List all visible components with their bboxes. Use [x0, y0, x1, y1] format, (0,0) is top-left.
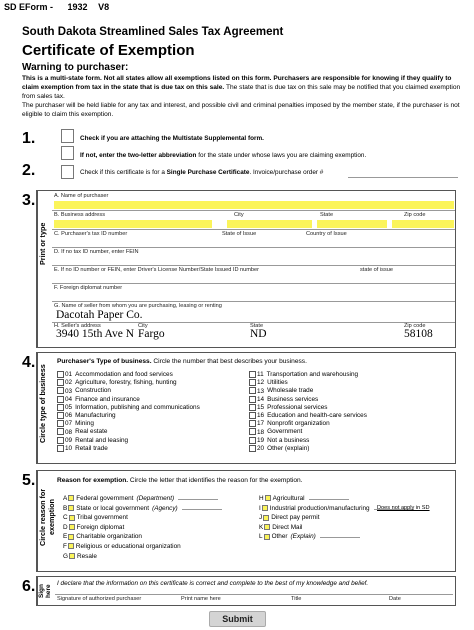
business-type-checkbox[interactable] — [57, 428, 64, 435]
business-type-checkbox[interactable] — [57, 445, 64, 452]
state-abbreviation-bold: If not, enter the two-letter abbreviation — [80, 152, 197, 159]
item-label: Manufacturing — [75, 412, 116, 420]
exemption-reason-list-left — [63, 494, 222, 561]
item-label: Wholesale trade — [267, 387, 314, 395]
exemption-reason-checkbox[interactable] — [68, 543, 74, 549]
license-state-label: state of issue — [360, 267, 393, 273]
item-label: Other (explain) — [267, 444, 310, 452]
print-or-type-label: Print or type — [37, 191, 51, 347]
business-type-item[interactable] — [249, 379, 367, 387]
business-type-heading — [57, 358, 307, 365]
exemption-reason-checkbox[interactable] — [263, 515, 269, 521]
item-fill-line[interactable] — [182, 509, 222, 510]
item-label: Finance and insurance — [75, 395, 140, 403]
item-label: Resale — [76, 552, 97, 560]
business-type-item[interactable] — [249, 404, 367, 412]
exemption-reason-checkbox[interactable] — [69, 524, 75, 530]
zip-input[interactable] — [392, 220, 454, 228]
drivers-license-label: E. If no ID number or FEIN, enter Driver's License Number/State Issued ID number — [54, 267, 260, 273]
item-note: (Agency) — [152, 504, 178, 512]
state-abbreviation-input[interactable] — [61, 146, 74, 160]
exemption-reason-item[interactable] — [259, 494, 414, 504]
business-type-checkbox[interactable] — [249, 387, 256, 394]
single-purchase-text-bold: Single Purchase Certificate — [166, 169, 250, 176]
single-purchase-text-post: . Invoice/purchase order # — [249, 169, 324, 176]
business-type-list-right — [249, 371, 367, 453]
seller-state-value[interactable]: ND — [250, 328, 267, 340]
field-divider — [52, 301, 455, 302]
business-type-item[interactable] — [57, 396, 200, 404]
business-type-item[interactable] — [249, 420, 367, 428]
business-type-checkbox[interactable] — [57, 437, 64, 444]
form-number: 1932 — [67, 2, 88, 12]
item-code: K — [259, 523, 264, 531]
tax-id-label: C. Purchaser's tax ID number — [54, 231, 128, 237]
business-type-checkbox[interactable] — [249, 379, 256, 386]
section-1-number: 1. — [22, 130, 36, 147]
item-label: Construction — [75, 387, 111, 395]
business-type-item[interactable] — [57, 379, 200, 387]
item-label: Retail trade — [75, 444, 108, 452]
item-code: 16 — [257, 412, 265, 420]
item-fill-line[interactable] — [320, 537, 360, 538]
item-note: (Explain) — [290, 533, 316, 541]
item-label: Professional services — [267, 403, 328, 411]
not-apply-sd-note: Does not apply in SD — [377, 505, 430, 511]
exemption-reason-item[interactable] — [63, 552, 222, 562]
business-type-item[interactable] — [57, 387, 200, 395]
business-type-checkbox[interactable] — [249, 437, 256, 444]
item-label: Direct Mail — [272, 523, 303, 531]
submit-button[interactable]: Submit — [209, 611, 266, 627]
item-code: C — [63, 514, 68, 522]
item-code: D — [63, 523, 68, 531]
business-type-checkbox[interactable] — [57, 387, 64, 394]
exemption-reason-checkbox[interactable] — [264, 534, 270, 540]
date-label: Date — [389, 596, 401, 602]
item-code: F — [63, 542, 67, 550]
business-type-item[interactable] — [249, 396, 367, 404]
signature-input[interactable] — [55, 589, 453, 595]
exemption-reason-checkbox[interactable] — [264, 524, 270, 530]
exemption-reason-item[interactable] — [63, 523, 222, 533]
multistate-supplemental-label: Check if you are attaching the Multistate Supplemental form. — [80, 135, 264, 142]
business-type-heading-bold: Purchaser's Type of business. — [57, 358, 152, 365]
form-header — [4, 2, 109, 12]
exemption-reason-checkbox[interactable] — [68, 534, 74, 540]
business-type-item[interactable] — [249, 437, 367, 445]
section-2-number: 2. — [22, 162, 36, 179]
seller-address-value[interactable]: 3940 15th Ave N — [56, 328, 135, 340]
exemption-reason-item[interactable] — [63, 532, 222, 542]
country-of-issue-label: Country of Issue — [306, 231, 347, 237]
circle-reason-label: Circle reason for exemption — [37, 471, 51, 571]
state-of-issue-label: State of Issue — [222, 231, 257, 237]
item-fill-line[interactable] — [178, 499, 218, 500]
item-code: A — [63, 495, 68, 502]
exemption-reason-checkbox[interactable] — [262, 505, 268, 511]
item-code: 03 — [65, 387, 73, 395]
item-label: Information, publishing and communications — [75, 403, 200, 411]
business-type-checkbox[interactable] — [57, 404, 64, 411]
warning-bold-text: This is a multi-state form. Not all states allow all exemptions listed on this form. Purchasers are responsible for knowing if they qualify to claim exemption from tax in the state that is due tax on this sale. — [22, 75, 452, 91]
exemption-reason-list-right — [259, 494, 414, 542]
exemption-reason-item[interactable] — [259, 532, 414, 542]
field-divider — [52, 283, 455, 284]
business-type-checkbox[interactable] — [57, 412, 64, 419]
warning-normal-text: The state that is due tax on this sale may be notified that you claimed exemption from sales tax. — [22, 84, 461, 100]
business-type-item[interactable] — [57, 404, 200, 412]
section-5-number: 5. — [22, 472, 36, 489]
item-code: 13 — [257, 387, 265, 395]
exemption-reason-heading — [57, 477, 303, 484]
seller-city-label: City — [138, 323, 148, 329]
business-type-item[interactable] — [57, 428, 200, 436]
warning-text — [22, 74, 462, 101]
business-type-item[interactable] — [57, 420, 200, 428]
item-code: 01 — [65, 371, 73, 379]
item-label: Utilities — [267, 379, 288, 387]
exemption-reason-item[interactable] — [63, 494, 222, 504]
business-type-checkbox[interactable] — [249, 412, 256, 419]
item-label: Nonprofit organization — [267, 420, 330, 428]
item-label: Charitable organization — [76, 533, 142, 541]
item-code: 11 — [257, 371, 264, 379]
state-abbreviation-rest: for the state under whose laws you are claiming exemption. — [196, 152, 367, 159]
circle-type-of-business-label: Circle type of business — [37, 353, 51, 463]
business-type-checkbox[interactable] — [249, 420, 256, 427]
section-3-number: 3. — [22, 192, 36, 209]
item-code: 10 — [65, 444, 73, 452]
exemption-reason-item[interactable] — [63, 504, 222, 514]
item-code: L — [259, 533, 263, 541]
state-input[interactable] — [317, 220, 387, 228]
item-note: (Department) — [136, 495, 175, 502]
form-version: V8 — [98, 2, 110, 12]
item-code: J — [259, 514, 263, 522]
business-type-item[interactable] — [249, 371, 367, 379]
section-6-number: 6. — [22, 578, 36, 595]
item-code: 09 — [65, 436, 73, 444]
business-type-item[interactable] — [57, 437, 200, 445]
invoice-number-input[interactable] — [348, 177, 458, 178]
exemption-reason-checkbox[interactable] — [265, 495, 271, 501]
seller-city-value[interactable]: Fargo — [138, 328, 165, 340]
item-fill-line[interactable] — [309, 499, 349, 500]
print-name-label: Print name here — [181, 596, 221, 602]
item-label: Tribal government — [76, 514, 128, 522]
item-code: 06 — [65, 412, 73, 420]
title-label: Title — [291, 596, 302, 602]
exemption-reason-item[interactable] — [63, 542, 222, 552]
business-type-checkbox[interactable] — [57, 371, 64, 378]
business-type-heading-rest: Circle the number that best describes your business. — [151, 358, 307, 365]
item-label: Business services — [267, 395, 319, 403]
item-code: G — [63, 552, 68, 560]
item-code: 05 — [65, 403, 73, 411]
exemption-reason-checkbox[interactable] — [68, 495, 74, 501]
business-type-checkbox[interactable] — [249, 445, 256, 452]
field-divider — [52, 229, 455, 230]
item-code: 04 — [65, 395, 73, 403]
item-code: B — [63, 504, 68, 512]
item-code: I — [259, 504, 261, 512]
exemption-reason-item[interactable] — [259, 523, 414, 533]
purchaser-name-input[interactable] — [54, 201, 454, 209]
item-label: Religious or educational organization — [75, 542, 181, 550]
zip-label: Zip code — [404, 212, 426, 218]
item-label: State or local government — [76, 504, 150, 512]
multistate-supplemental-checkbox[interactable] — [61, 129, 74, 143]
business-type-checkbox[interactable] — [57, 379, 64, 386]
item-code: 15 — [257, 403, 265, 411]
business-type-item[interactable] — [57, 445, 200, 453]
exemption-reason-checkbox[interactable] — [69, 553, 75, 559]
item-label: Real estate — [75, 428, 108, 436]
form-id: SD EForm - — [4, 2, 54, 12]
business-type-item[interactable] — [249, 428, 367, 436]
item-code: 12 — [257, 379, 265, 387]
business-type-checkbox[interactable] — [249, 428, 256, 435]
business-type-item[interactable] — [57, 371, 200, 379]
item-label: Agriculture, forestry, fishing, hunting — [75, 379, 177, 387]
fein-label: D. If no tax ID number, enter FEIN — [54, 249, 139, 255]
city-input[interactable] — [227, 220, 312, 228]
city-label: City — [234, 212, 244, 218]
sign-here-label: Sign here — [37, 577, 51, 605]
foreign-diplomat-label: F. Foreign diplomat number — [54, 285, 123, 291]
field-divider — [52, 210, 455, 211]
item-code: 14 — [257, 395, 265, 403]
exemption-reason-item[interactable] — [259, 513, 414, 523]
exemption-reason-checkbox[interactable] — [68, 505, 74, 511]
field-divider — [52, 247, 455, 248]
item-label: Agricultural — [272, 495, 305, 502]
exemption-reason-checkbox[interactable] — [69, 515, 75, 521]
item-code: 02 — [65, 379, 73, 387]
item-code: 18 — [257, 428, 265, 436]
liability-text: The purchaser will be held liable for any tax and interest, and possible civil and criminal penalties imposed by the member state, if the purchaser is not eligible to claim this exemption. — [22, 102, 460, 118]
seller-address-label: H. Seller's address — [54, 323, 101, 329]
purchaser-info-box — [36, 190, 456, 348]
warning-heading: Warning to purchaser: — [22, 62, 129, 73]
item-label: Government — [267, 428, 303, 436]
item-label: Education and health-care services — [267, 412, 367, 420]
item-label: Mining — [75, 420, 94, 428]
seller-name-label: G. Name of seller from whom you are purchasing, leasing or renting — [54, 303, 222, 309]
state-label: State — [320, 212, 334, 218]
item-code: 20 — [257, 444, 265, 452]
business-type-item[interactable] — [57, 412, 200, 420]
exemption-reason-heading-bold: Reason for exemption. — [57, 477, 129, 484]
exemption-reason-item[interactable] — [63, 513, 222, 523]
state-abbreviation-label — [80, 152, 366, 159]
business-type-box — [36, 352, 456, 464]
single-purchase-label — [80, 169, 323, 176]
form-title-line1: South Dakota Streamlined Sales Tax Agreement — [22, 26, 284, 38]
item-code: 17 — [257, 420, 265, 428]
item-label: Other — [271, 533, 288, 541]
purchaser-name-label: A. Name of purchaser — [54, 193, 109, 199]
single-purchase-checkbox[interactable] — [61, 165, 74, 179]
purchaser-fields — [52, 191, 455, 347]
seller-zip-value[interactable]: 58108 — [404, 328, 433, 340]
item-label: Federal government — [76, 495, 134, 502]
item-label: Transportation and warehousing — [266, 371, 359, 379]
seller-name-value[interactable]: Dacotah Paper Co. — [56, 309, 143, 321]
item-code: 19 — [257, 436, 265, 444]
exemption-reason-box — [36, 470, 456, 572]
business-type-item[interactable] — [249, 387, 367, 395]
item-label: Industrial production/manufacturing — [269, 504, 370, 512]
item-code: E — [63, 533, 68, 541]
business-type-item[interactable] — [249, 445, 367, 453]
business-type-checkbox[interactable] — [249, 396, 256, 403]
business-type-checkbox[interactable] — [249, 371, 256, 378]
single-purchase-text-pre: Check if this certificate is for a — [80, 169, 167, 176]
item-code: 08 — [65, 428, 73, 436]
business-type-checkbox[interactable] — [57, 420, 64, 427]
item-code: 07 — [65, 420, 73, 428]
exemption-reason-heading-rest: Circle the letter that identifies the reason for the exemption. — [128, 477, 303, 484]
signature-label: Signature of authorized purchaser — [57, 596, 142, 602]
declaration-text: I declare that the information on this certificate is correct and complete to the best of my knowledge and belief. — [57, 580, 369, 587]
form-title-line2: Certificate of Exemption — [22, 42, 195, 59]
business-type-item[interactable] — [249, 412, 367, 420]
field-divider — [52, 265, 455, 266]
business-address-label: B. Business address — [54, 212, 105, 218]
business-type-checkbox[interactable] — [57, 396, 64, 403]
business-address-input[interactable] — [54, 220, 212, 228]
item-label: Direct pay permit — [271, 514, 320, 522]
seller-zip-label: Zip code — [404, 323, 426, 329]
item-label: Accommodation and food services — [75, 371, 173, 379]
item-label: Not a business — [267, 436, 310, 444]
business-type-checkbox[interactable] — [249, 404, 256, 411]
item-label: Rental and leasing — [75, 436, 129, 444]
signature-box — [36, 576, 456, 606]
business-type-list-left — [57, 371, 200, 453]
section-4-number: 4. — [22, 354, 36, 371]
seller-state-label: State — [250, 323, 264, 329]
item-code: H — [259, 495, 264, 502]
item-label: Foreign diplomat — [76, 523, 125, 531]
